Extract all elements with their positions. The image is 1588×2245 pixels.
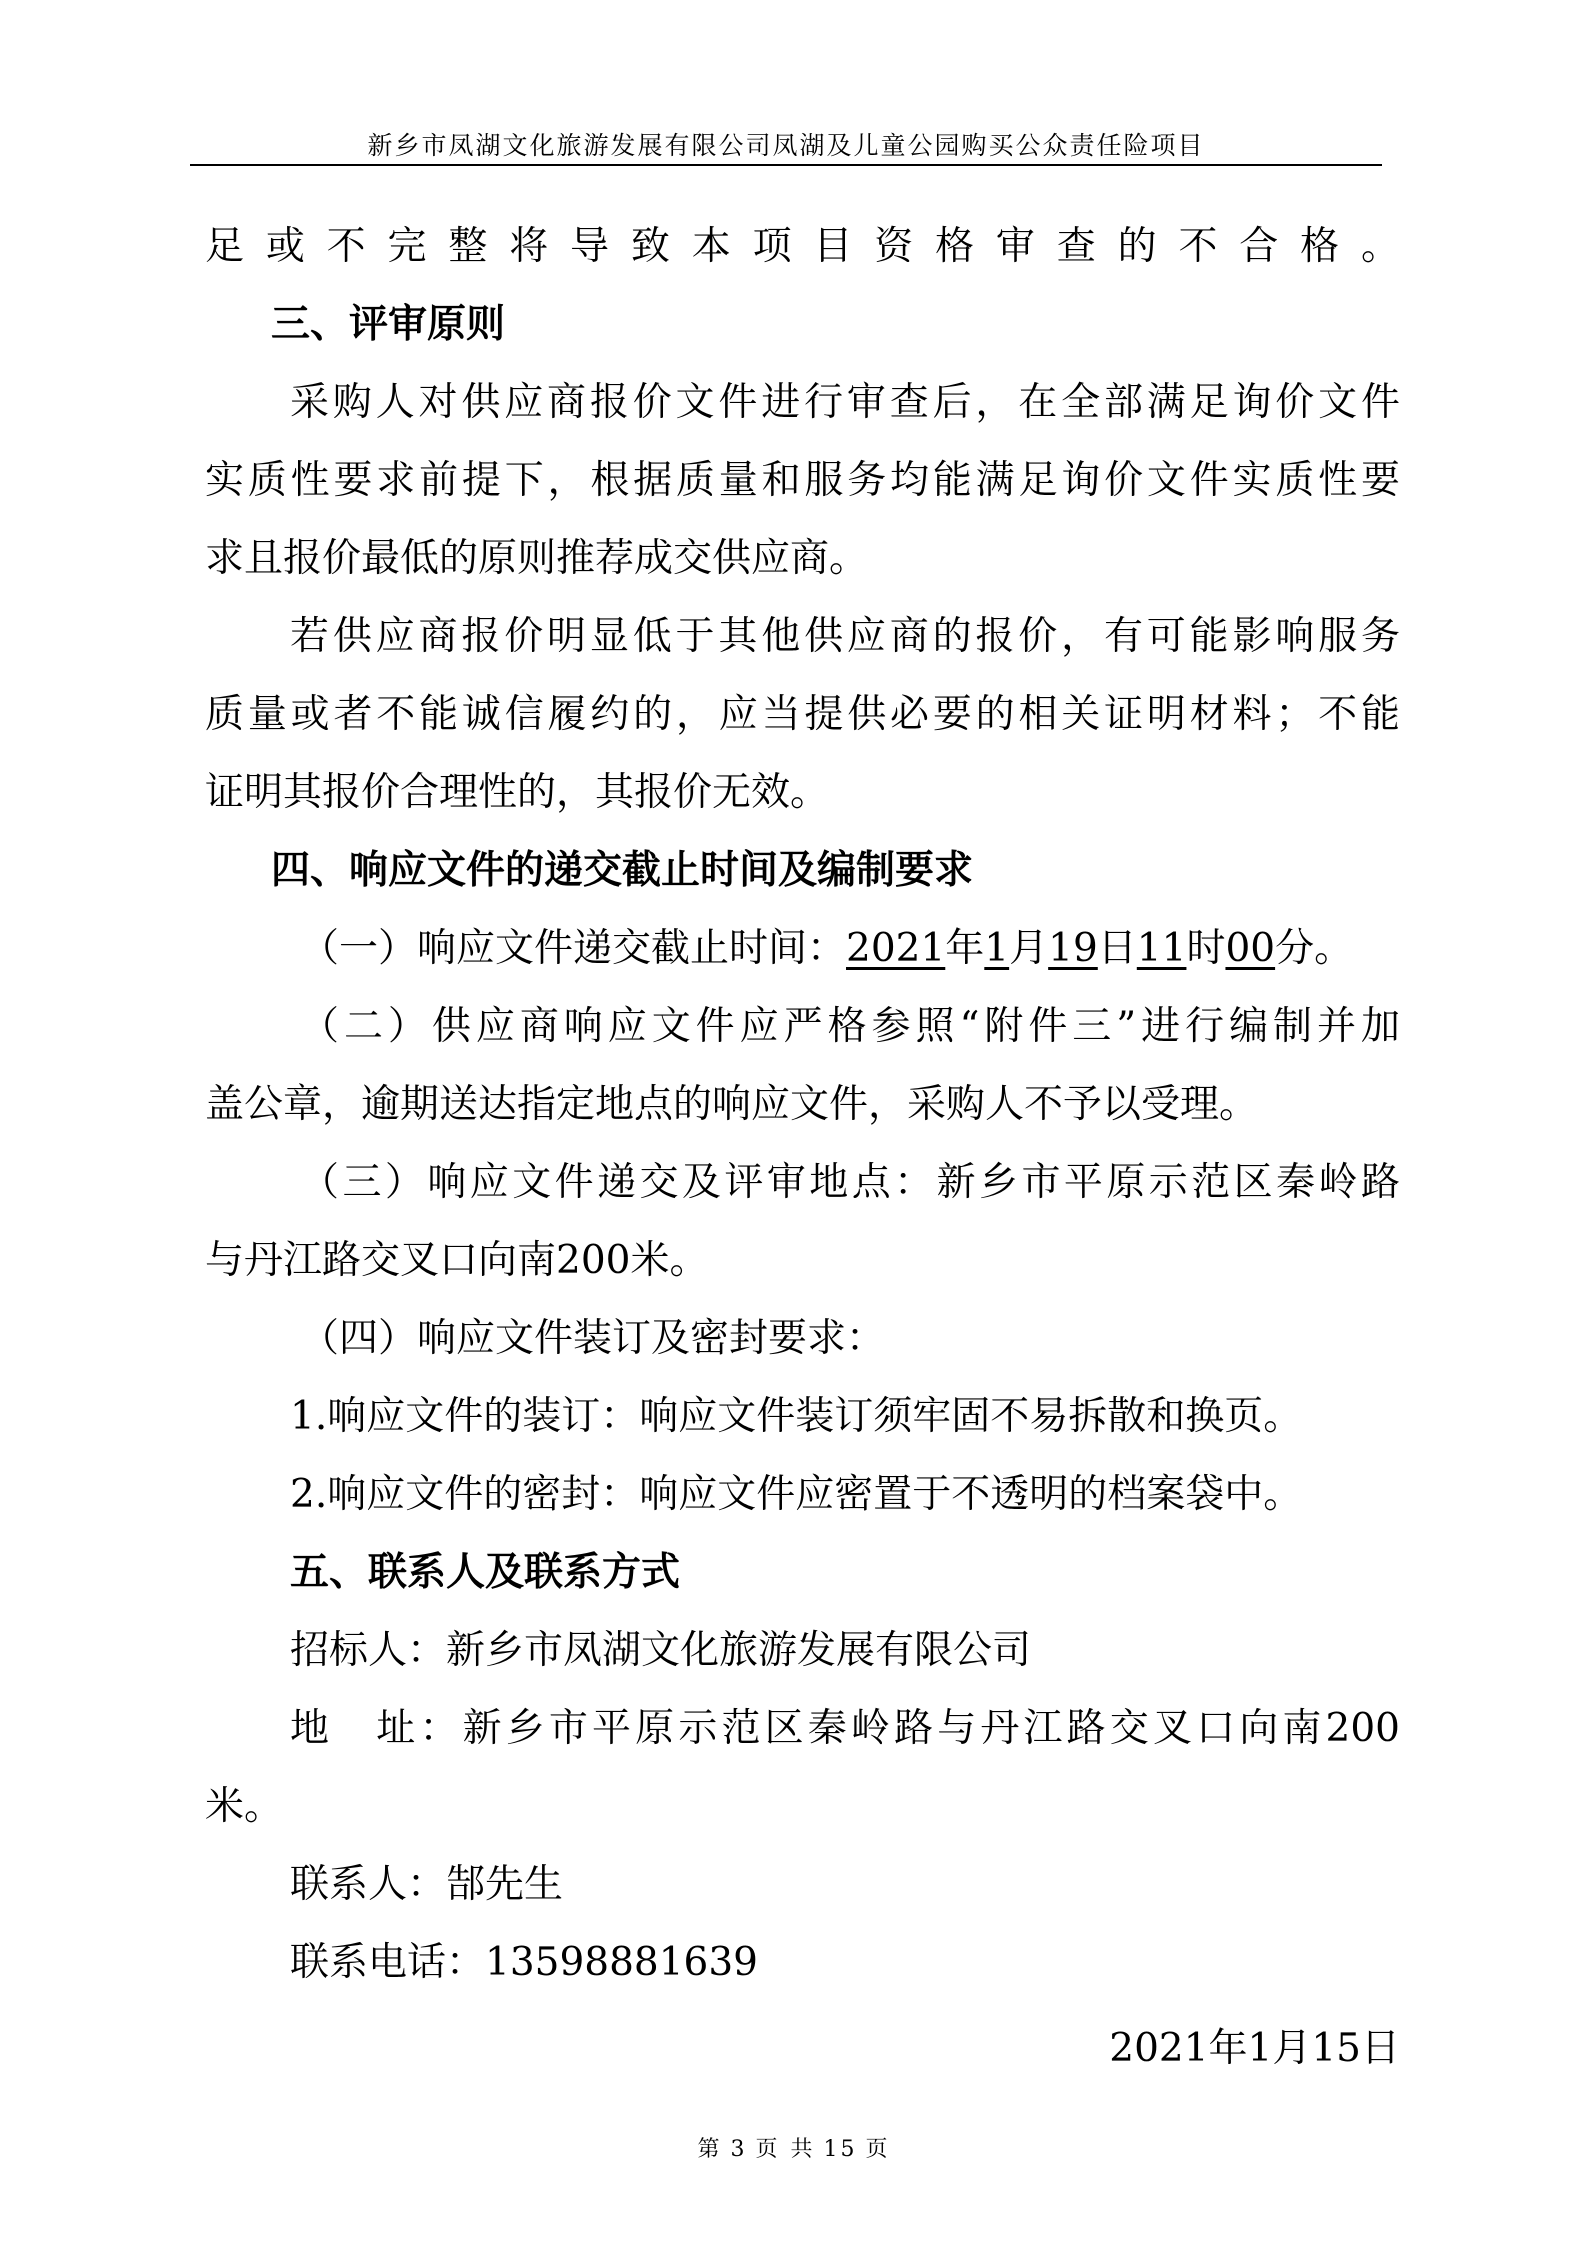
page-number: 3	[730, 2137, 748, 2162]
page-header-title: 新乡市凤湖文化旅游发展有限公司凤湖及儿童公园购买公众责任险项目	[367, 131, 1205, 160]
paragraph-line: 2.响应文件的密封：响应文件应密置于不透明的档案袋中。	[290, 1472, 1303, 1517]
contact-person: 联系人：郜先生	[290, 1862, 564, 1907]
paragraph-line: 足或不完整将导致本项目资格审查的不合格。	[205, 224, 1400, 269]
page-total: 15	[823, 2137, 858, 2162]
section-heading-4: 四、响应文件的递交截止时间及编制要求	[271, 848, 974, 893]
deadline-prefix: （一）响应文件递交截止时间：	[300, 926, 847, 971]
paragraph-line: （三）响应文件递交及评审地点：新乡市平原示范区秦岭路	[300, 1160, 1400, 1205]
deadline-hour: 11	[1136, 926, 1187, 971]
deadline-hour-unit: 时	[1186, 926, 1226, 971]
paragraph-line: 质量或者不能诚信履约的，应当提供必要的相关证明材料；不能	[205, 692, 1400, 737]
deadline-line	[205, 910, 1405, 988]
paragraph-line: 证明其报价合理性的，其报价无效。	[205, 770, 830, 815]
contact-tenderer: 招标人：新乡市凤湖文化旅游发展有限公司	[290, 1628, 1032, 1673]
deadline-day-unit: 日	[1097, 926, 1137, 971]
page-suffix: 页	[865, 2137, 891, 2162]
paragraph-line: 求且报价最低的原则推荐成交供应商。	[205, 536, 869, 581]
paragraph-line: 与丹江路交叉口向南200米。	[205, 1238, 709, 1283]
deadline-month-unit: 月	[1009, 926, 1049, 971]
section-heading-5: 五、联系人及联系方式	[290, 1550, 681, 1595]
page-mid: 页 共	[755, 2137, 816, 2162]
paragraph-line: 盖公章，逾期送达指定地点的响应文件，采购人不予以受理。	[205, 1082, 1259, 1127]
paragraph-line: （二）供应商响应文件应严格参照“附件三”进行编制并加	[300, 1004, 1400, 1049]
paragraph-line: 采购人对供应商报价文件进行审查后，在全部满足询价文件	[290, 380, 1400, 425]
deadline-minute: 00	[1225, 926, 1276, 971]
deadline-month: 1	[984, 926, 1010, 971]
paragraph-line: 实质性要求前提下，根据质量和服务均能满足询价文件实质性要	[205, 458, 1400, 503]
section-heading-3: 三、评审原则	[271, 302, 506, 347]
paragraph-line: （四）响应文件装订及密封要求：	[300, 1316, 886, 1361]
header-divider	[190, 164, 1382, 166]
deadline-minute-unit: 分。	[1275, 926, 1354, 971]
deadline-day: 19	[1048, 926, 1098, 971]
contact-address: 地 址：新乡市平原示范区秦岭路与丹江路交叉口向南200	[290, 1706, 1400, 1751]
document-date: 2021年1月15日	[1109, 2026, 1400, 2071]
page-footer	[0, 2132, 1588, 2163]
document-body	[205, 208, 1405, 2088]
deadline-year: 2021	[846, 926, 946, 971]
paragraph-line: 1.响应文件的装订：响应文件装订须牢固不易拆散和换页。	[290, 1394, 1303, 1439]
paragraph-line: 若供应商报价明显低于其他供应商的报价，有可能影响服务	[290, 614, 1400, 659]
deadline-year-unit: 年	[945, 926, 985, 971]
contact-address-cont: 米。	[205, 1784, 284, 1829]
page-prefix: 第	[697, 2137, 723, 2162]
contact-phone: 联系电话：13598881639	[290, 1940, 758, 1985]
